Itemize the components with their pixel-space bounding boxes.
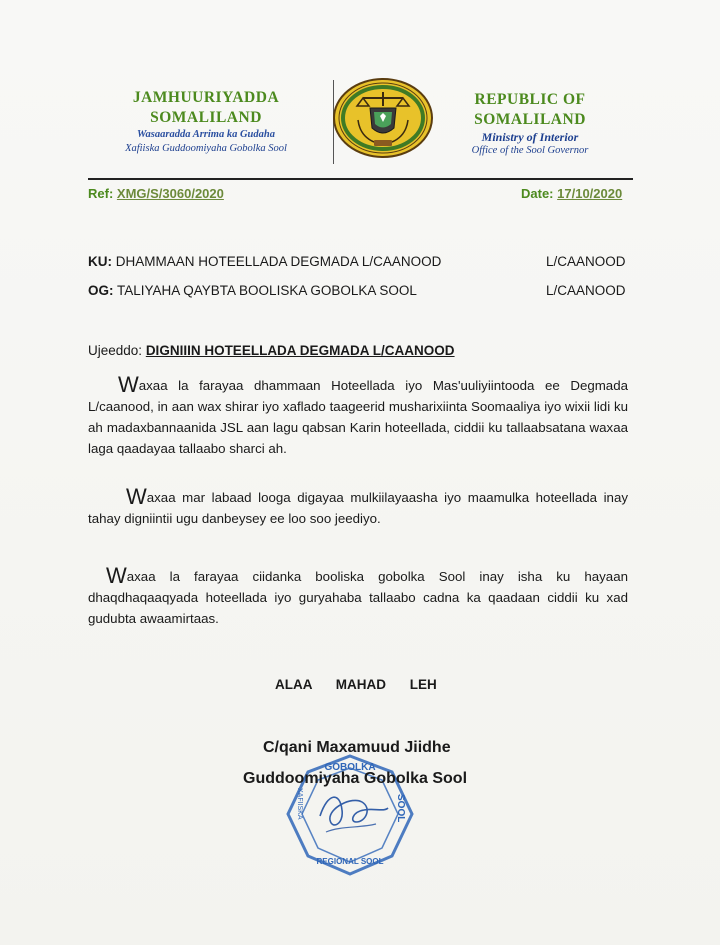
subject-line (88, 343, 455, 358)
recipient-to-label: KU: (88, 254, 112, 269)
recipient-cc-text: TALIYAHA QAYBTA BOOLISKA GOBOLKA SOOL (117, 283, 417, 298)
p3-initial: W (106, 563, 127, 588)
body-paragraph-3 (88, 565, 628, 629)
header-left-line3: Wasaaradda Arrima ka Gudaha (137, 129, 275, 140)
header-right-line4: Office of the Sool Governor (471, 145, 589, 156)
reference-number (88, 186, 224, 201)
p1-text: axaa la farayaa dhammaan Hoteellada iyo Mas'uuliyiintooda ee Degmada L/caanood, in aan wax shirar iyo xaflado taageerid musharixiinta Soomaaliya iyo wixii lidi ku ah madaxbannaanida JSL aan lagu qabsan Karin hoteellada, ciddii ku tallaabsatana waxaa laga qaadayaa tallaabo sharci ah. (88, 378, 628, 456)
date-value: 17/10/2020 (557, 186, 623, 201)
p2-initial: W (126, 484, 147, 509)
recipient-to-place: L/CAANOOD (546, 254, 626, 269)
header-left (96, 88, 316, 156)
stamp-left-text: XAFIISKA (296, 788, 303, 820)
header-right (440, 90, 620, 158)
header-left-line4: Xafiiska Guddoomiyaha Gobolka Sool (125, 143, 287, 154)
stamp-bottom-text: REGIONAL SOOL (316, 857, 384, 866)
header-right-line2: SOMALILAND (474, 111, 586, 128)
reference-label: Ref: (88, 186, 114, 201)
date-label: Date: (521, 186, 554, 201)
subject-text: DIGNIIIN HOTEELLADA DEGMADA L/CAANOOD (145, 343, 455, 358)
p2-text: axaa mar labaad looga digayaa mulkiilayaasha iyo maamulka hoteellada inay tahay digniintii ugu danbeysey ee loo soo jeediyo. (88, 490, 628, 526)
p1-initial: W (118, 372, 139, 397)
recipient-cc-place: L/CAANOOD (546, 283, 626, 298)
recipient-to-text: DHAMMAAN HOTEELLADA DEGMADA L/CAANOOD (115, 254, 442, 269)
stamp-top-text: GOBOLKA (324, 762, 376, 773)
body-paragraph-1 (88, 374, 628, 459)
subject-label: Ujeeddo: (88, 343, 143, 358)
closing-phrase: ALAA MAHAD LEH (275, 677, 437, 692)
signer-title: Guddoomiyaha Gobolka Sool (243, 770, 468, 787)
stamp-right-text: SOOL (395, 794, 406, 823)
header-right-line3: Ministry of Interior (481, 130, 579, 144)
signer-name: C/qani Maxamuud Jiidhe (263, 739, 451, 756)
reference-value: XMG/S/3060/2020 (116, 186, 224, 201)
header-left-line1: JAMHUURIYADDA (132, 89, 280, 106)
header-right-line1: REPUBLIC OF (474, 91, 586, 108)
header-rule (88, 178, 633, 180)
recipient-to (88, 254, 441, 269)
coat-of-arms-emblem (330, 76, 436, 160)
recipient-cc-label: OG: (88, 283, 114, 298)
p3-text: axaa la farayaa ciidanka booliska gobolka Sool inay isha ku hayaan dhaqdhaqaaqyada hoteellada iyo guryahaba tallaabo cadna ka qaadaan ciddii ku xad gudubta awaamirtaas. (88, 569, 628, 626)
body-paragraph-2 (88, 486, 628, 529)
recipient-cc (88, 283, 417, 298)
header-left-line2: SOMALILAND (150, 109, 262, 126)
document-date (521, 186, 622, 201)
